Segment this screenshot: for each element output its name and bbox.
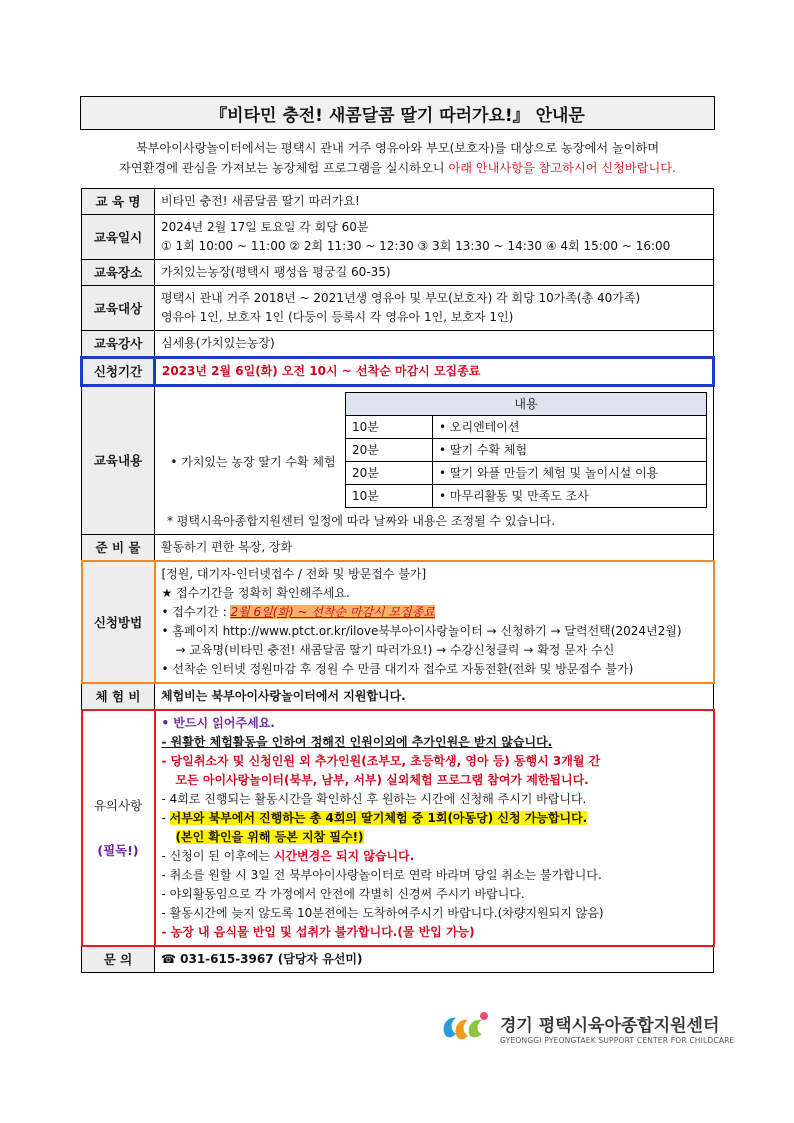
- notice-line: [162, 828, 707, 847]
- row-method: [82, 561, 714, 683]
- intro-text: [80, 138, 715, 178]
- intro-line-2-plain: 자연환경에 관심을 가져보는 농장체험 프로그램을 실시하오니: [119, 161, 449, 175]
- content-schedule-table: [161, 392, 707, 508]
- org-logo-icon: [440, 1008, 492, 1048]
- row-period: [82, 358, 714, 386]
- intro-line-1: 북부아이사랑놀이터에서는 평택시 관내 거주 영유아와 부모(보호자)를 대상으로 농장에서 놀이하며: [135, 141, 660, 155]
- target-line-2: 영유아 1인, 보호자 1인 (다둥이 등록시 각 영유아 1인, 보호자 1인): [161, 310, 514, 324]
- notice-page: [80, 96, 715, 973]
- notice-label-must-read: (필독!): [97, 843, 139, 858]
- org-sub: GYEONGGI PYEONGTAEK SUPPORT CENTER FOR CHILDCARE: [500, 1036, 735, 1045]
- content-note: * 평택시육아종합지원센터 일정에 따라 날짜와 내용은 조정될 수 있습니다.: [167, 514, 556, 528]
- notice-line: - 원활한 체험활동을 인하여 정해진 인원이외에 추가인원은 받지 않습니다.: [161, 735, 553, 749]
- notice-line: - 활동시간에 늦지 않도록 10분전에는 도착하여주시기 바랍니다.(차량지원되지 않음): [161, 906, 604, 920]
- notice-line: - 농장 내 음식물 반입 및 섭취가 불가합니다.(물 반입 가능): [161, 925, 475, 939]
- value-content: [155, 386, 714, 535]
- content-time: 20분: [346, 462, 433, 485]
- value-date: [155, 215, 714, 260]
- method-line-2: ★ 접수기간을 정확히 확인해주세요.: [161, 586, 350, 600]
- notice-line: [162, 809, 707, 828]
- intro-line-2-red: 아래 안내사항을 참고하시어 신청바랍니다.: [448, 161, 676, 175]
- row-prepare: [82, 535, 714, 562]
- notice-dash: -: [161, 811, 170, 825]
- label-prepare: 준 비 물: [82, 535, 155, 562]
- notice-line: [162, 847, 707, 866]
- notice-highlight: (본인 확인을 위해 등본 지참 필수!): [175, 830, 364, 844]
- label-method: 신청방법: [82, 561, 155, 683]
- page-title: 『비타민 충전! 새콤달콤 딸기 따러가요!』 안내문: [80, 96, 715, 130]
- value-target: [155, 286, 714, 331]
- org-footer: [440, 1008, 735, 1048]
- label-teacher: 교육강사: [82, 331, 155, 358]
- row-fee: [82, 683, 714, 710]
- method-line-1: [정원, 대기자-인터넷접수 / 전화 및 방문접수 불가]: [161, 567, 427, 581]
- label-contact: 문 의: [82, 946, 155, 973]
- method-line-3: [162, 603, 707, 622]
- intro-line-2: [80, 158, 715, 178]
- row-name: [82, 189, 714, 215]
- method-line-6: • 선착순 인터넷 정원마감 후 정원 수 만큼 대기자 접수로 자동전환(전화 및 방문접수 불가): [161, 662, 634, 676]
- row-contact: [82, 946, 714, 973]
- content-activity: • 가치있는 농장 딸기 수확 체험: [161, 416, 346, 508]
- target-line-1: 평택시 관내 거주 2018년 ~ 2021년생 영유아 및 부모(보호자) 각 회당 10가족(총 40가족): [161, 291, 641, 305]
- row-target: [82, 286, 714, 331]
- value-contact: ☎ 031-615-3967 (담당자 유선미): [155, 946, 714, 973]
- label-name: 교 육 명: [82, 189, 155, 215]
- label-target: 교육대상: [82, 286, 155, 331]
- notice-line: - 야외활동임으로 각 가정에서 안전에 각별히 신경써 주시기 바랍니다.: [161, 887, 525, 901]
- row-date: [82, 215, 714, 260]
- row-content: [82, 386, 714, 535]
- notice-line: - 당일취소자 및 신청인원 외 추가인원(조부모, 초등학생, 영아 등) 동행시 3개월 간: [161, 754, 601, 768]
- value-place: 가치있는농장(평택시 팽성읍 평궁길 60-35): [155, 260, 714, 286]
- value-notice: [155, 710, 714, 946]
- content-time: 10분: [346, 485, 433, 508]
- label-place: 교육장소: [82, 260, 155, 286]
- notice-prefix: - 신청이 된 이후에는: [161, 849, 274, 863]
- notice-line: - 취소를 원할 시 3일 전 북부아이사랑놀이터로 연락 바라며 당일 취소는 불가합니다.: [161, 868, 602, 882]
- notice-line: - 4회로 진행되는 활동시간을 확인하신 후 원하는 시간에 신청해 주시기 바랍니다.: [161, 792, 587, 806]
- content-desc: • 오리엔테이션: [433, 416, 707, 439]
- label-content: 교육내용: [82, 386, 155, 535]
- label-period: 신청기간: [82, 358, 155, 386]
- date-line-1: 2024년 2월 17일 토요일 각 회당 60분: [161, 220, 369, 234]
- content-desc: • 딸기 와플 만들기 체험 및 놀이시설 이용: [433, 462, 707, 485]
- notice-red: 시간변경은 되지 않습니다.: [273, 849, 415, 863]
- method-line-5: → 교육명(비타민 충전! 새콤달콤 딸기 따러가요!) → 수강신청클릭 → 확정 문자 수신: [175, 643, 615, 657]
- row-place: [82, 260, 714, 286]
- value-teacher: 심세용(가치있는농장): [155, 331, 714, 358]
- notice-line: 모든 아이사랑놀이터(북부, 남부, 서부) 실외체험 프로그램 참여가 제한됩니다.: [175, 773, 589, 787]
- content-desc: • 마무리활동 및 만족도 조사: [433, 485, 707, 508]
- value-prepare: 활동하기 편한 복장, 장화: [155, 535, 714, 562]
- content-time: 10분: [346, 416, 433, 439]
- value-period: 2023년 2월 6일(화) 오전 10시 ~ 선착순 마감시 모집종료: [155, 358, 714, 386]
- row-teacher: [82, 331, 714, 358]
- label-date: 교육일시: [82, 215, 155, 260]
- method-line-3-prefix: • 접수기간 :: [161, 605, 231, 619]
- label-notice: [82, 710, 155, 946]
- content-desc: • 딸기 수확 체험: [433, 439, 707, 462]
- date-line-2: ① 1회 10:00 ~ 11:00 ② 2회 11:30 ~ 12:30 ③ 3회 13:30 ~ 14:30 ④ 4회 15:00 ~ 16:00: [161, 239, 671, 253]
- notice-line: • 반드시 읽어주세요.: [161, 716, 275, 730]
- value-name: 비타민 충전! 새콤달콤 딸기 따러가요!: [155, 189, 714, 215]
- method-line-4: • 홈페이지 http://www.ptct.or.kr/ilove북부아이사랑놀이터 → 신청하기 → 달력선택(2024년2월): [161, 624, 682, 638]
- value-fee: 체험비는 북부아이사랑놀이터에서 지원합니다.: [155, 683, 714, 710]
- value-method: [155, 561, 714, 683]
- notice-label: 유의사항: [93, 798, 143, 813]
- content-time: 20분: [346, 439, 433, 462]
- info-table: [80, 188, 715, 973]
- row-notice: [82, 710, 714, 946]
- label-fee: 체 험 비: [82, 683, 155, 710]
- org-text: [500, 1011, 735, 1045]
- org-name: 경기 평택시육아종합지원센터: [500, 1016, 720, 1036]
- content-head: 내용: [346, 393, 707, 416]
- notice-highlight: 서부와 북부에서 진행하는 총 4회의 딸기체험 중 1회(아동당) 신청 가능합니다.: [169, 811, 588, 825]
- method-period-highlight: 2월 6일(화) ~ 선착순 마감시 모집종료: [230, 605, 435, 619]
